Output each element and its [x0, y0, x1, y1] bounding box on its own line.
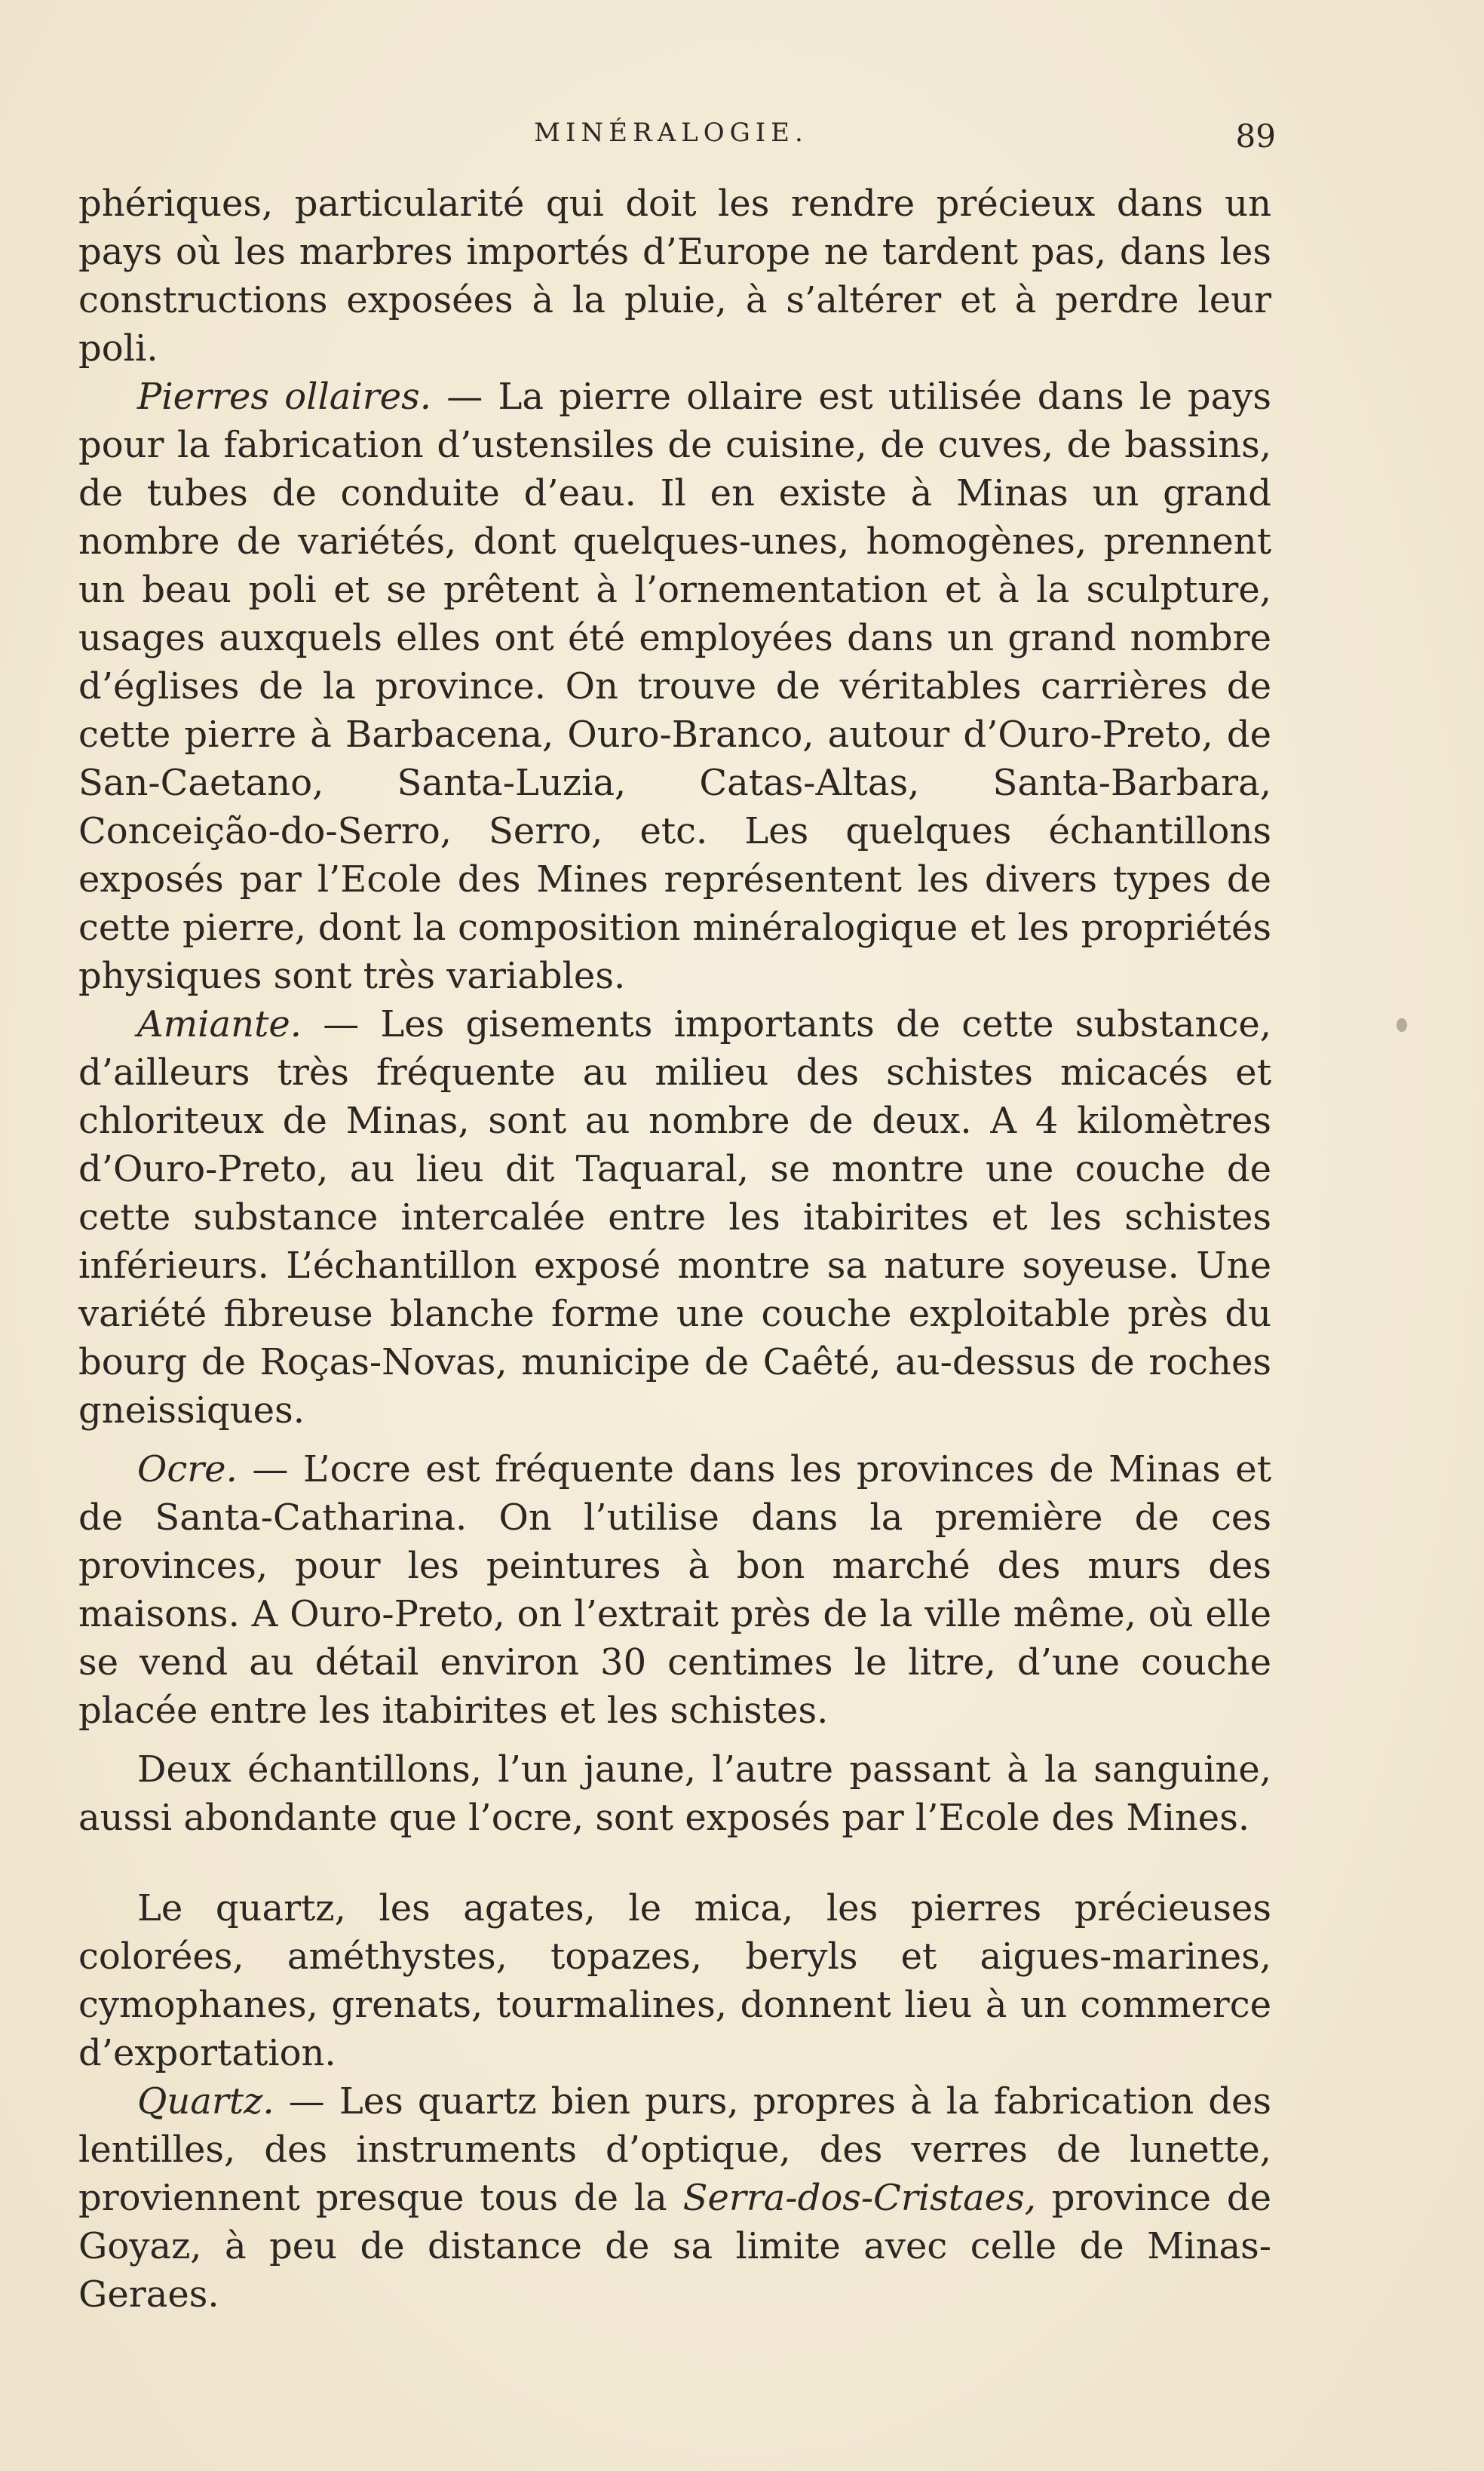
paragraph-ocre — [78, 1445, 1271, 1735]
paragraph-text: Le quartz, les agates, le mica, les pierres précieuses colorées, améthystes, topazes, beryls et aigues-marines, cymophanes, grenats, tourmalines, donnent lieu à un commerce d’exportation. — [78, 1887, 1271, 2074]
page-number: 89 — [1235, 118, 1276, 155]
section-lead-amiante: Amiante. — [137, 1003, 302, 1045]
paragraph-text: — L’ocre est fréquente dans les provinces de Minas et de Santa-Catharina. On l’utilise dans la première de ces provinces, pour les peintures à bon marché des murs des maisons. A Ouro-Preto, on l’extrait près de la ville même, où elle se vend au détail environ 30 centimes le litre, d’une couche placée entre les itabirites et les schistes. — [78, 1448, 1271, 1732]
paragraph-text: phériques, particularité qui doit les rendre précieux dans un pays où les marbres importés d’Europe ne tardent pas, dans les constructions exposées à la pluie, à s’altérer et à perdre leur poli. — [78, 183, 1271, 370]
paragraph-pierres-precieuses — [78, 1884, 1271, 2077]
paragraph-text: — La pierre ollaire est utilisée dans le pays pour la fabrication d’ustensiles de cuisine, de cuves, de bassins, de tubes de conduite d’eau. Il en existe à Minas un grand nombre de variétés, dont quelques-unes, homogènes, prennent un beau poli et se prêtent à l’ornementation et à la sculpture, usages auxquels elles ont été employées dans un grand nombre d’églises de la province. On trouve de véritables carrières de cette pierre à Barbacena, Ouro-Branco, autour d’Ouro-Preto, de San-Caetano, Santa-Luzia, Catas-Altas, Santa-Barbara, Conceição-do-Serro, Serro, etc. Les quelques échantillons exposés par l’Ecole des Mines représentent les divers types de cette pierre, dont la composition minéralogique et les propriétés physiques sont très variables. — [78, 376, 1271, 997]
section-gap — [78, 1842, 1271, 1884]
spacer — [78, 1435, 1271, 1445]
paragraph-pierres-ollaires — [78, 373, 1271, 1000]
paragraph-quartz — [78, 2077, 1271, 2319]
section-lead-quartz: Quartz. — [137, 2080, 274, 2123]
running-head — [75, 112, 1276, 157]
paragraph-text: Deux échantillons, l’un jaune, l’autre passant à la sanguine, aussi abondante que l’ocre, sont exposés par l’Ecole des Mines. — [78, 1748, 1271, 1839]
paragraph-marbles-continued — [78, 180, 1271, 373]
paragraph-text: — Les quartz bien purs, propres à la fabrication des lentilles, des instruments d’optique, des verres de lunette, proviennent presque tous de la — [78, 2080, 1271, 2219]
running-title: MINÉRALOGIE. — [534, 118, 808, 148]
paragraph-text: province de Goyaz, à peu de distance de sa limite avec celle de Minas-Geraes. — [78, 2177, 1272, 2316]
paper-spot — [1397, 1018, 1407, 1032]
spacer — [78, 1735, 1271, 1745]
place-name-italic: Serra-dos-Cristaes, — [682, 2177, 1036, 2219]
paragraph-deux-echantillons — [78, 1745, 1271, 1842]
paragraph-text: — Les gisements importants de cette substance, d’ailleurs très fréquente au milieu des schistes micacés et chloriteux de Minas, sont au nombre de deux. A 4 kilomètres d’Ouro-Preto, au lieu dit Taquaral, se montre une couche de cette substance intercalée entre les itabirites et les schistes inférieurs. L’échantillon exposé montre sa nature soyeuse. Une variété fibreuse blanche forme une couche exploitable près du bourg de Roças-Novas, municipe de Caêté, au-dessus de roches gneissiques. — [78, 1003, 1271, 1432]
paragraph-amiante — [78, 1000, 1271, 1435]
section-lead-ocre: Ocre. — [137, 1448, 238, 1490]
section-lead-pierres-ollaires: Pierres ollaires. — [137, 376, 432, 418]
body-text — [78, 180, 1271, 2319]
